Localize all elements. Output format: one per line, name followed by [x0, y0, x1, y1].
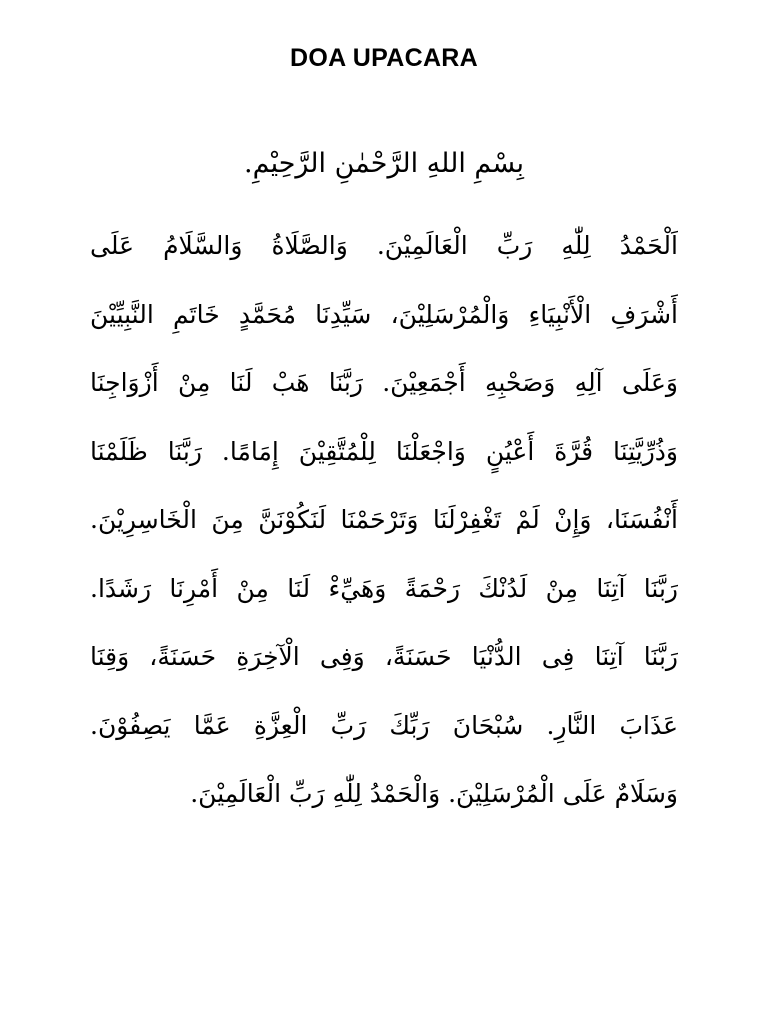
- prayer-line: رَبَّنَا آتِنَا مِنْ لَدُنْكَ رَحْمَةً وَهَيِّءْ لَنَا مِنْ أَمْرِنَا رَشَدًا.: [90, 573, 678, 603]
- prayer-line: وَسَلَامٌ عَلَى الْمُرْسَلِيْنَ. وَالْحَمْدُ لِلّٰهِ رَبِّ الْعَالَمِيْنَ.: [190, 779, 678, 808]
- prayer-line: اَلْحَمْدُ لِلّٰهِ رَبِّ الْعَالَمِيْنَ. وَالصَّلَاةُ وَالسَّلَامُ عَلَى: [90, 231, 678, 260]
- prayer-line: عَذَابَ النَّارِ. سُبْحَانَ رَبِّكَ رَبِّ الْعِزَّةِ عَمَّا يَصِفُوْنَ.: [90, 710, 678, 740]
- prayer-line: رَبَّنَا آتِنَا فِى الدُّنْيَا حَسَنَةً، وَفِى الْآخِرَةِ حَسَنَةً، وَقِنَا: [90, 642, 678, 671]
- prayer-line: أَشْرَفِ الْأَنْبِيَاءِ وَالْمُرْسَلِيْنَ، سَيِّدِنَا مُحَمَّدٍ خَاتَمِ النَّبِيِّيْنَ: [90, 299, 678, 329]
- prayer-text: [90, 212, 678, 829]
- basmala-line: بِسْمِ اللهِ الرَّحْمٰنِ الرَّحِيْمِ.: [244, 148, 524, 179]
- document-title: DOA UPACARA: [289, 44, 479, 72]
- prayer-line: وَعَلَى آلِهِ وَصَحْبِهِ أَجْمَعِيْنَ. رَبَّنَا هَبْ لَنَا مِنْ أَزْوَاجِنَا: [90, 368, 678, 397]
- prayer-line: أَنْفُسَنَا، وَإِنْ لَمْ تَغْفِرْلَنَا وَتَرْحَمْنَا لَنَكُوْنَنَّ مِنَ الْخَاسِرِيْنَ.: [90, 505, 678, 534]
- prayer-line: وَذُرِّيَّتِنَا قُرَّةَ أَعْيُنٍ وَاجْعَلْنَا لِلْمُتَّقِيْنَ إِمَامًا. رَبَّنَا ظَلَمْنَا: [90, 436, 678, 466]
